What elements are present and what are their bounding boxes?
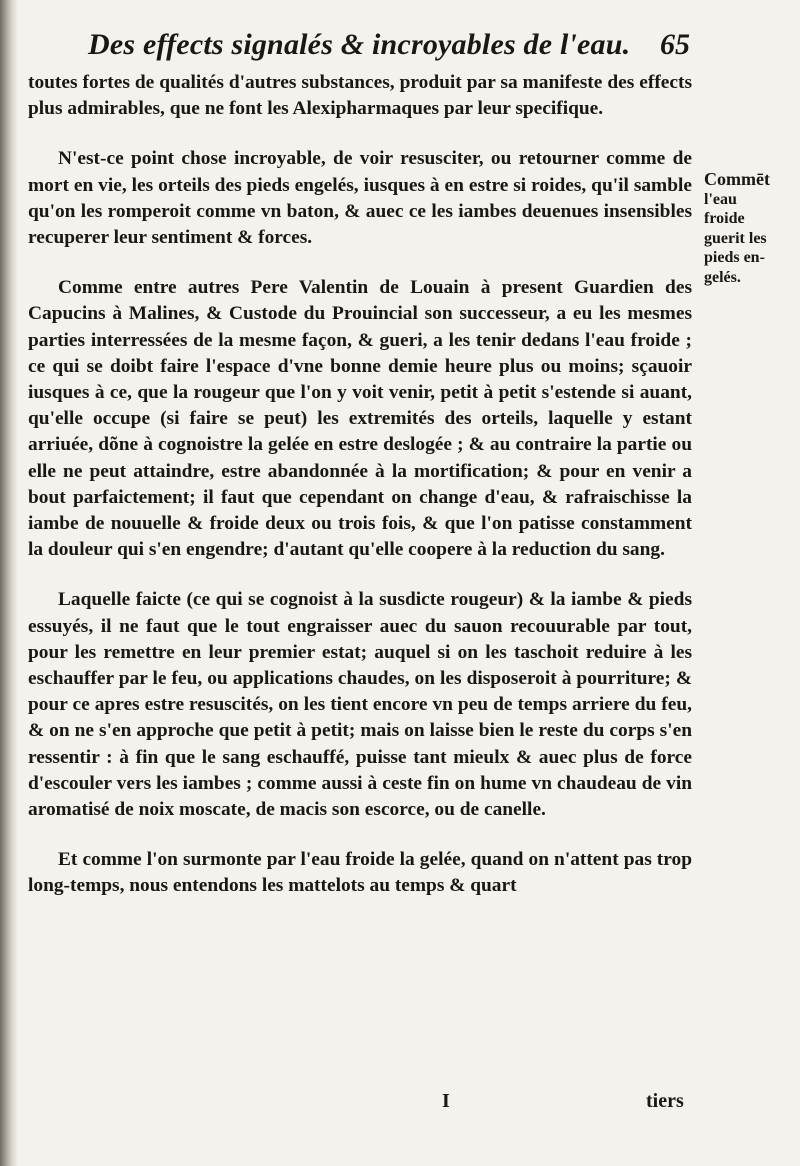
binding-edge — [0, 0, 18, 1166]
signature-mark: I — [442, 1090, 450, 1112]
margin-note-line: pieds en- — [704, 249, 765, 266]
running-head — [28, 22, 728, 72]
paragraph: N'est-ce point chose incroyable, de voir resusciter, ou retourner comme de mort en vie, les orteils des pieds engelés, iusques à en estre si roides, qu'il samble qu'on les romperoit comme vn baton, & auec ce les iambes deuenues insensibles recuperer leur sentiment & forces. — [28, 148, 692, 249]
margin-note-line: froide — [704, 210, 745, 227]
paragraph: Comme entre autres Pere Valentin de Louain à present Guardien des Capucins à Malines, & Custode du Prouincial son successeur, a eu les mesmes parties interressées de la mesme façon, & gueri, a les tenir dedans l'eau froide ; ce qui se doibt faire l'espace d'vne bonne demie heure plus ou moins; sçauoir iusques à ce, que la rougeur que l'on y voit venir, petit à petit s'estende si auant, qu'elle occupe (si faire se peut) les extremités des orteils, laquelle y estant arriuée, dõne à cognoistre la gelée en estre deslogée ; & au contraire la partie ou elle ne peut attaindre, estre abandonnée à la mortification; & pour en venir a bout parfaictement; il faut que cependant on change d'eau, & rafraischisse la iambe de nouuelle & froide deux ou trois fois, & que l'on patisse constamment la douleur qui s'en engendre; d'autant qu'elle coopere à la reduction du sang. — [28, 277, 692, 561]
page-number: 65 — [660, 28, 690, 61]
margin-note-line: guerit les — [704, 229, 767, 247]
margin-note-line: l'eau — [704, 190, 737, 208]
book-page — [28, 22, 788, 1152]
page-footer — [28, 1082, 728, 1122]
catchword: tiers — [646, 1090, 684, 1112]
paragraph-continuation: toutes fortes de qualités d'autres substances, produit par sa manifeste des effects plus admirables, que ne font les Alexipharmaques par leur specifique. — [28, 72, 692, 120]
margin-note-line: gelés. — [704, 268, 741, 286]
body-text — [28, 70, 692, 900]
running-title: Des effects signalés & incroyables de l'eau. — [88, 28, 631, 61]
paragraph: Laquelle faicte (ce qui se cognoist à la susdicte rougeur) & la iambe & pieds essuyés, il ne faut que le tout engraisser auec du sauon recouurable par tout, pour les remettre en leur premier estat; auquel si on les taschoit reduire à les eschauffer par le feu, ou applications chaudes, on les disposeroit à pourriture; & pour ce apres estre resuscités, on les tient encore vn peu de temps arriere du feu, & on ne s'en approche que petit à petit; mais on laisse bien le reste du corps s'en ressentir : à fin que le sang eschauffé, puisse tant mieulx & auec plus de force d'escouler vers les iambes ; comme aussi à ceste fin on hume vn chaudeau de vin aromatisé de noix moscate, de macis son escorce, ou de canelle. — [28, 589, 692, 821]
marginal-note — [704, 170, 790, 287]
margin-note-line: Commēt — [704, 169, 770, 189]
paragraph: Et comme l'on surmonte par l'eau froide la gelée, quand on n'attent pas trop long-temps, nous entendons les mattelots au temps & quart — [28, 849, 692, 897]
